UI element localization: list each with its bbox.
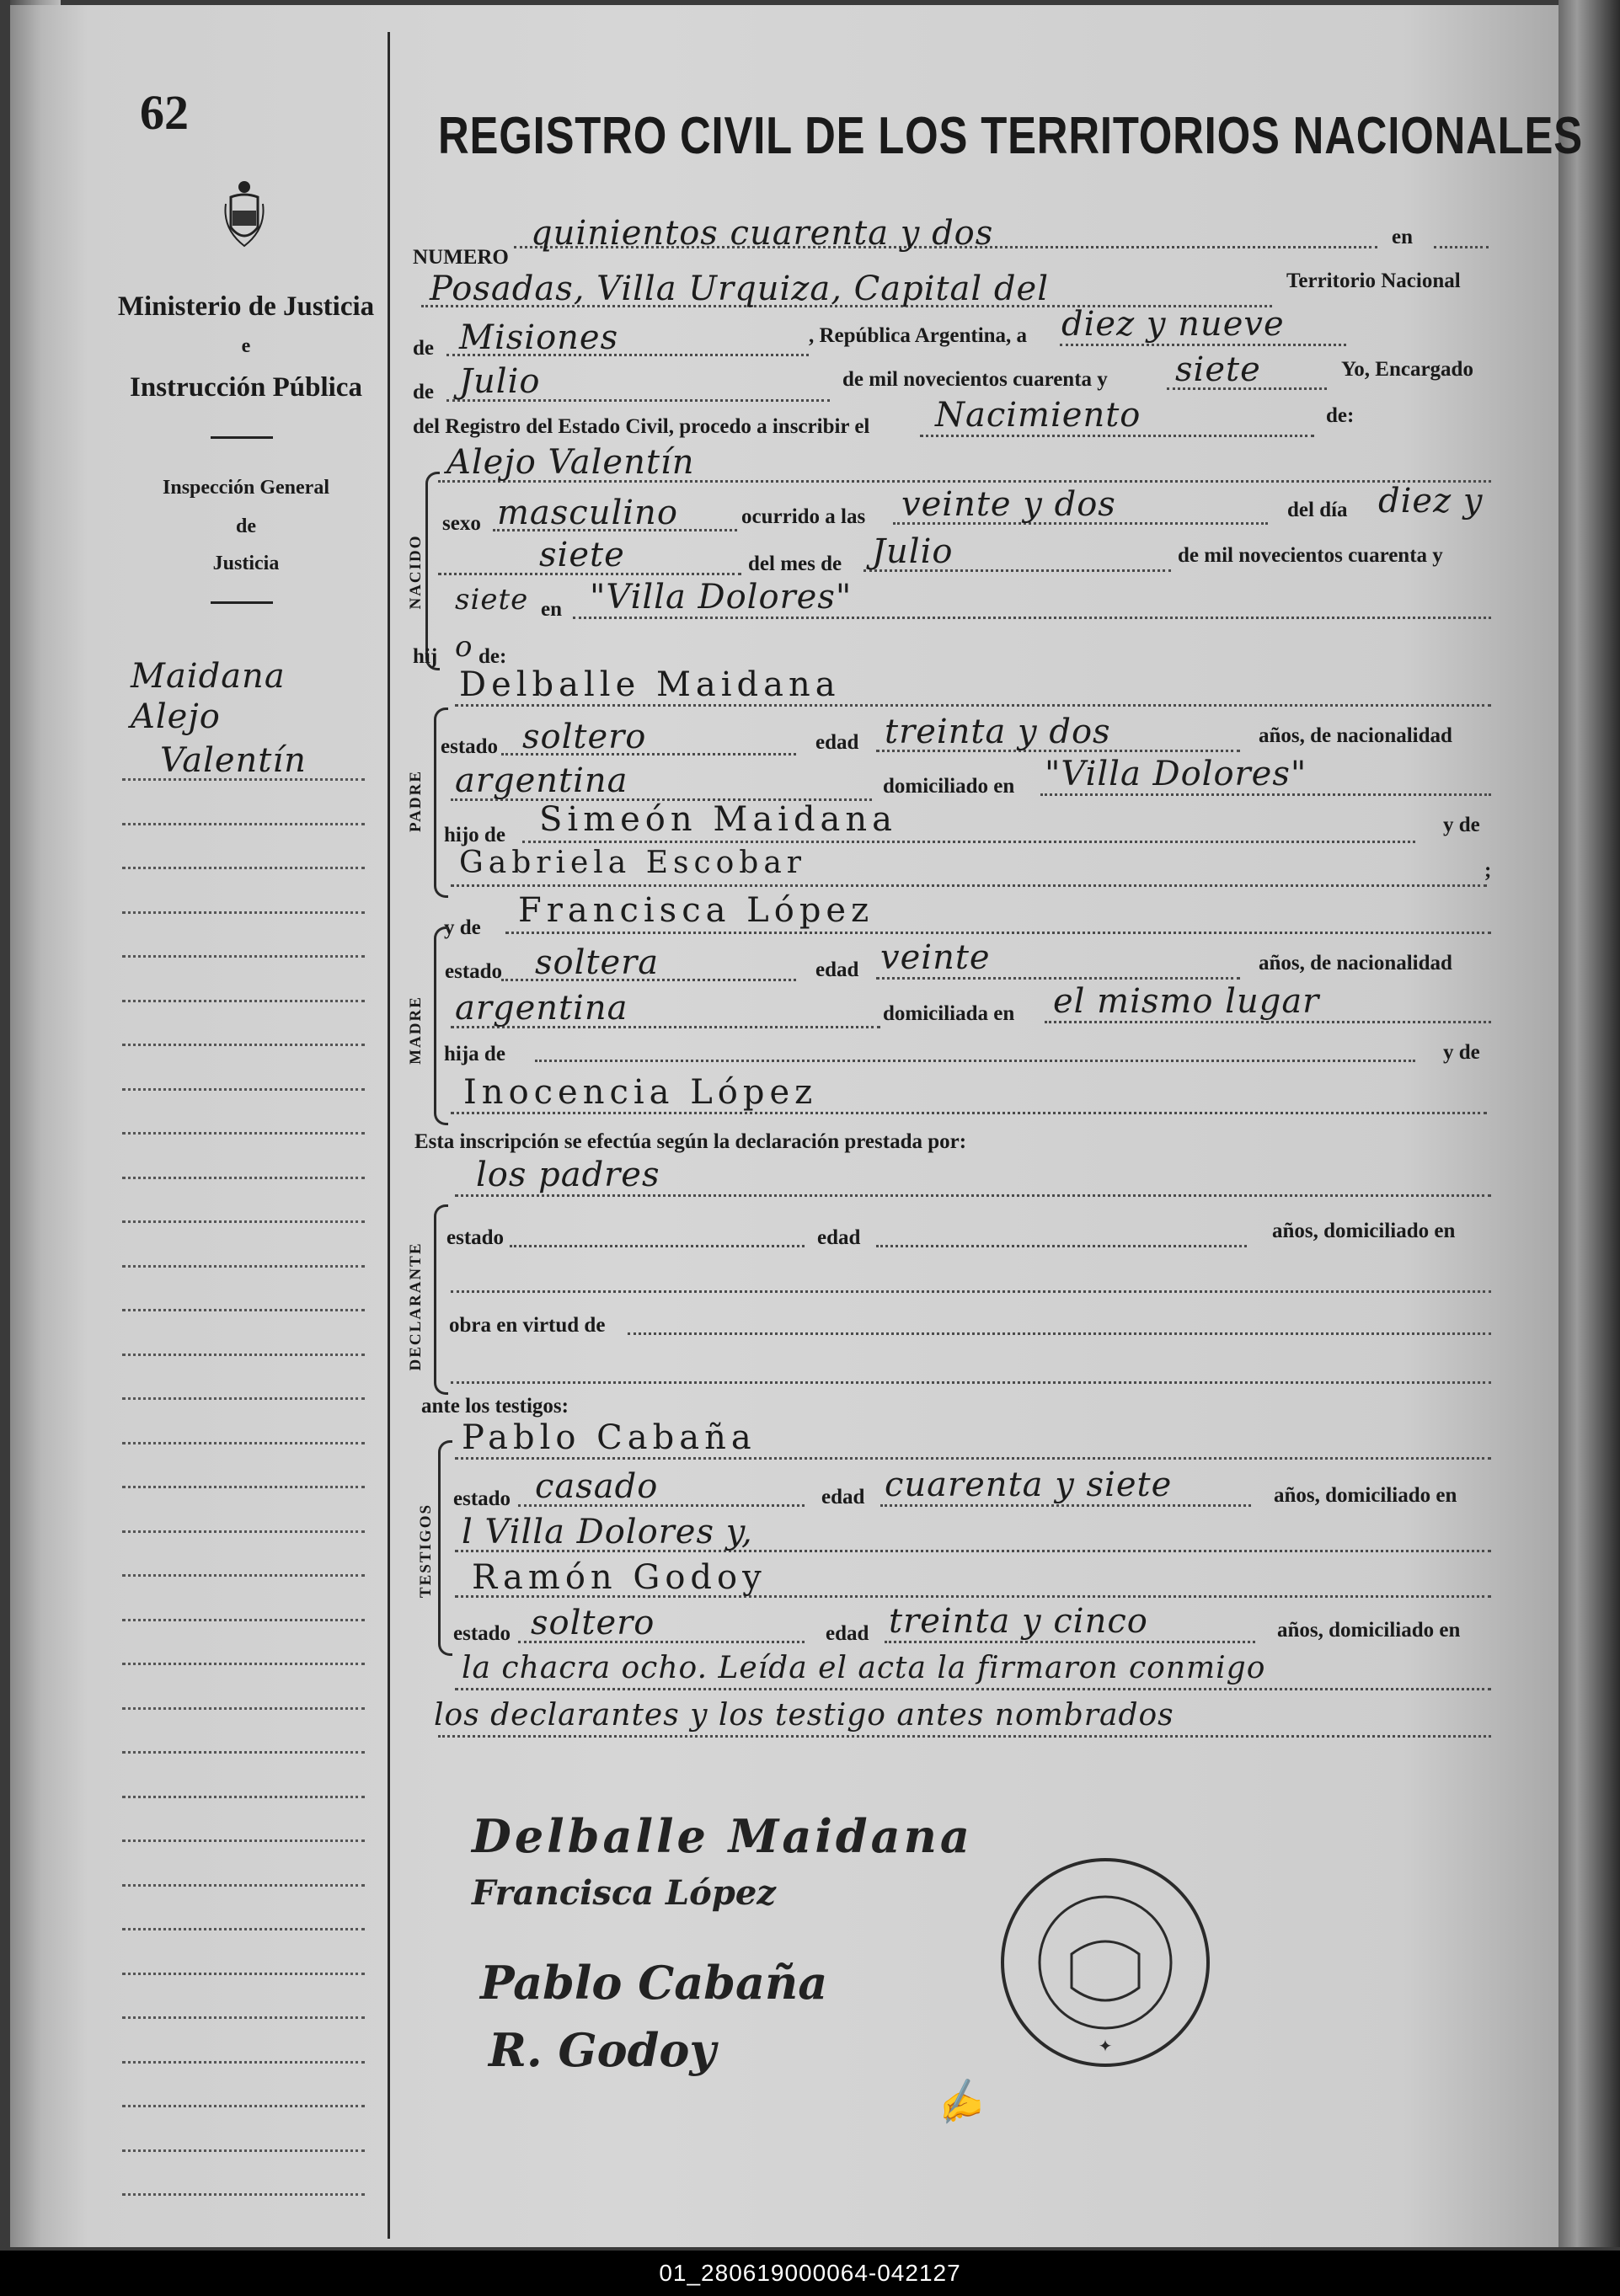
label-edad: edad xyxy=(815,731,859,754)
label-anos-nac-madre: años, de nacionalidad xyxy=(1259,952,1452,974)
margin-ruled-line xyxy=(122,911,365,914)
label-anos-dom-t2: años, domiciliado en xyxy=(1277,1619,1461,1642)
dotted-line xyxy=(505,932,1491,934)
hw-hora: veinte y dos xyxy=(901,485,1116,524)
label-domiciliada: domiciliada en xyxy=(883,1002,1015,1025)
hw-declarante: los padres xyxy=(476,1156,660,1194)
hw-hijo-o: o xyxy=(455,630,473,664)
margin-ruled-line xyxy=(122,1088,365,1091)
dotted-line xyxy=(535,1060,1415,1062)
hw-t1-dom: l Villa Dolores y, xyxy=(462,1513,753,1551)
label-domiciliado: domiciliado en xyxy=(883,775,1015,798)
margin-ruled-line xyxy=(122,1619,365,1621)
svg-text:✦: ✦ xyxy=(1098,2037,1113,2056)
dotted-line xyxy=(455,1457,1491,1460)
dotted-line xyxy=(451,884,1487,887)
dotted-line xyxy=(1040,793,1491,796)
brace xyxy=(438,1440,452,1656)
hw-t2-dom: la chacra ocho. Leída el acta la firmaron conmigo xyxy=(462,1651,1266,1685)
separator xyxy=(211,601,273,604)
separator xyxy=(211,436,273,439)
hw-acto: Nacimiento xyxy=(935,396,1141,435)
side-label-declarante: DECLARANTE xyxy=(407,1241,425,1371)
margin-ruled-line xyxy=(122,1486,365,1488)
margin-ruled-line xyxy=(122,955,365,958)
side-label-padre: PADRE xyxy=(407,769,425,833)
hw-territorio: Misiones xyxy=(459,318,619,357)
signature-witness2: R. Godoy xyxy=(489,2023,716,2077)
label-republica: , República Argentina, a xyxy=(809,324,1028,347)
margin-ruled-line xyxy=(122,1884,365,1887)
label-y-de: y de xyxy=(1443,814,1480,836)
margin-ruled-line xyxy=(122,1132,365,1135)
side-label-testigos: TESTIGOS xyxy=(417,1503,435,1599)
dotted-line xyxy=(451,1290,1491,1293)
ministry-line3: Instrucción Pública xyxy=(130,372,362,403)
margin-ruled-line xyxy=(122,1000,365,1002)
hw-madre-dom: el mismo lugar xyxy=(1053,982,1320,1021)
label-yo: Yo, Encargado xyxy=(1341,358,1473,381)
margin-ruled-line xyxy=(122,2061,365,2064)
label-mil2: de mil novecientos cuarenta y xyxy=(1178,544,1443,567)
label-anos-dom: años, domiciliado en xyxy=(1272,1220,1456,1242)
label-estado-t2: estado xyxy=(453,1622,511,1645)
hw-mes-nac: Julio xyxy=(872,532,954,571)
hw-lugar: Posadas, Villa Urquiza, Capital del xyxy=(430,270,1049,308)
dotted-line xyxy=(451,1112,1487,1114)
hw-anio: siete xyxy=(1175,350,1261,389)
hw-madre: Francisca López xyxy=(518,891,874,930)
hw-padre: Delballe Maidana xyxy=(459,665,841,704)
label-edad-madre: edad xyxy=(815,958,859,981)
label-hijo-de2: hijo de xyxy=(444,824,505,846)
label-estado-madre: estado xyxy=(445,960,503,983)
hw-abuelo: Simeón Maidana xyxy=(539,800,898,839)
dotted-line xyxy=(451,1381,1491,1384)
signature-father: Delballe Maidana xyxy=(472,1809,973,1863)
hw-t1-edad: cuarenta y siete xyxy=(885,1466,1173,1504)
brace xyxy=(425,472,440,670)
label-edad-decl: edad xyxy=(817,1226,861,1249)
margin-ruled-line xyxy=(122,1309,365,1311)
dotted-line xyxy=(876,1245,1247,1247)
label-en-lugar: en xyxy=(541,598,562,621)
margin-ruled-line xyxy=(122,1177,365,1179)
dotted-line xyxy=(920,435,1314,437)
inspection-line2: de xyxy=(236,515,256,537)
label-de-colon: de: xyxy=(1326,404,1355,427)
hw-numero: quinientos cuarenta y dos xyxy=(531,214,994,253)
dotted-line xyxy=(1060,344,1346,346)
column-divider xyxy=(388,32,390,2239)
label-de: de xyxy=(413,381,434,403)
hw-padre-estado: soltero xyxy=(522,718,647,756)
margin-ruled-line xyxy=(122,778,365,781)
signature-witness1: Pablo Cabaña xyxy=(480,1956,828,2010)
brace xyxy=(434,926,448,1125)
hw-mes: Julio xyxy=(459,362,541,401)
hw-madre-edad: veinte xyxy=(880,938,991,977)
dotted-line xyxy=(510,1245,805,1247)
label-en: en xyxy=(1392,226,1413,248)
margin-ruled-line xyxy=(122,1973,365,1975)
dotted-line xyxy=(573,617,1491,619)
label-obra: obra en virtud de xyxy=(449,1314,606,1337)
inspection-line3: Justicia xyxy=(212,553,280,574)
dotted-line xyxy=(455,1688,1491,1690)
label-numero: NUMERO xyxy=(413,246,509,269)
label-estado-t1: estado xyxy=(453,1487,511,1510)
signature-official: ✍ xyxy=(929,2074,987,2131)
hw-nombre: Alejo Valentín xyxy=(446,443,695,482)
hw-t1-estado: casado xyxy=(535,1467,659,1506)
label-ocurrido: ocurrido a las xyxy=(741,505,866,528)
margin-ruled-line xyxy=(122,1530,365,1533)
label-estado: estado xyxy=(441,735,499,758)
dotted-line xyxy=(522,841,1415,843)
hw-abuela: Gabriela Escobar xyxy=(459,846,807,880)
margin-ruled-line xyxy=(122,1928,365,1930)
label-y-de2: y de xyxy=(1443,1041,1480,1064)
margin-ruled-line xyxy=(122,1796,365,1798)
coat-of-arms-icon xyxy=(221,179,268,249)
margin-ruled-line xyxy=(122,1220,365,1223)
page-title: REGISTRO CIVIL DE LOS TERRITORIOS NACIONALES xyxy=(438,107,1583,165)
margin-ruled-line xyxy=(122,867,365,869)
dotted-line xyxy=(1434,246,1489,248)
hw-madre-nac: argentina xyxy=(455,989,628,1028)
ministry-line1: Ministerio de Justicia xyxy=(117,291,375,322)
margin-ruled-line xyxy=(122,1397,365,1400)
margin-ruled-line xyxy=(122,1707,365,1710)
hw-padre-dom: "Villa Dolores" xyxy=(1045,755,1307,793)
margin-ruled-line xyxy=(122,1574,365,1577)
margin-ruled-line xyxy=(122,1663,365,1665)
label-ante-testigos: ante los testigos: xyxy=(421,1395,569,1418)
dotted-line xyxy=(455,704,1491,707)
hw-lugar-nac: "Villa Dolores" xyxy=(590,578,853,617)
margin-ruled-line xyxy=(122,1839,365,1842)
page-number: 62 xyxy=(140,85,189,140)
dotted-line xyxy=(628,1332,1491,1335)
hw-fecha-dia: diez y nueve xyxy=(1061,305,1285,344)
label-estado-decl: estado xyxy=(446,1226,505,1249)
label-hijo: hij xyxy=(413,645,438,668)
label-edad-t2: edad xyxy=(826,1622,869,1645)
label-semicolon: ; xyxy=(1484,859,1492,882)
side-label-madre: MADRE xyxy=(407,996,425,1065)
margin-ruled-line xyxy=(122,2193,365,2196)
hw-t2-estado: soltero xyxy=(531,1604,655,1642)
hw-dia-a: diez y xyxy=(1378,482,1484,521)
label-del-mes: del mes de xyxy=(748,553,842,575)
margin-ruled-line xyxy=(122,1751,365,1754)
dotted-line xyxy=(885,1641,1255,1643)
label-inscripcion: Esta inscripción se efectúa según la declaración prestada por: xyxy=(414,1130,967,1153)
hw-t2-edad: treinta y cinco xyxy=(889,1602,1148,1641)
margin-ruled-line xyxy=(122,1265,365,1268)
hw-cierre: los declarantes y los testigo antes nombrados xyxy=(434,1698,1174,1733)
footer-id: 01_280619000064-042127 xyxy=(0,2251,1620,2296)
margin-ruled-line xyxy=(122,1354,365,1356)
label-anos-nac: años, de nacionalidad xyxy=(1259,724,1452,747)
hw-abuela-mat: Inocencia López xyxy=(463,1073,818,1112)
label-edad-t1: edad xyxy=(821,1486,865,1508)
page-edge xyxy=(1559,0,1620,2247)
hw-dia-b: siete xyxy=(539,536,625,574)
margin-ruled-line xyxy=(122,823,365,825)
hw-testigo2: Ramón Godoy xyxy=(472,1558,767,1597)
hw-sexo: masculino xyxy=(497,494,678,532)
label-del-registro: del Registro del Estado Civil, procedo a inscribir el xyxy=(413,415,870,438)
label-territorio: Territorio Nacional xyxy=(1286,270,1461,292)
signature-mother: Francisca López xyxy=(472,1873,776,1913)
margin-ruled-line xyxy=(122,2149,365,2152)
margin-ruled-line xyxy=(122,1442,365,1444)
margin-surname: Maidana xyxy=(131,657,286,696)
side-label-nacido: NACIDO xyxy=(407,534,425,610)
margin-name1: Alejo xyxy=(131,697,221,736)
margin-ruled-line xyxy=(122,2105,365,2107)
label-mil: de mil novecientos cuarenta y xyxy=(842,368,1108,391)
dotted-line xyxy=(880,1504,1251,1507)
label-anos-dom-t1: años, domiciliado en xyxy=(1274,1484,1457,1507)
hw-padre-edad: treinta y dos xyxy=(885,713,1111,751)
label-hijo-de: de: xyxy=(479,645,507,668)
hw-padre-nac: argentina xyxy=(455,761,628,800)
hw-madre-estado: soltera xyxy=(535,943,660,982)
margin-name2: Valentín xyxy=(160,741,307,780)
label-y-de-madre: y de xyxy=(444,916,481,939)
dotted-line xyxy=(455,1194,1491,1197)
hw-testigo1: Pablo Cabaña xyxy=(462,1418,757,1457)
ministry-line2: e xyxy=(241,335,251,357)
official-seal xyxy=(996,1853,1215,2072)
margin-ruled-line xyxy=(122,1044,365,1046)
dotted-line xyxy=(438,1735,1491,1738)
inspection-line1: Inspección General xyxy=(163,477,329,499)
label-sexo: sexo xyxy=(442,512,481,535)
margin-ruled-line xyxy=(122,2016,365,2019)
dotted-line xyxy=(876,977,1240,980)
dotted-line xyxy=(1045,1021,1491,1023)
label-hija-de: hija de xyxy=(444,1043,505,1065)
hw-anio-nac: siete xyxy=(455,583,529,617)
label-del-dia: del día xyxy=(1287,499,1348,521)
label-de: de xyxy=(413,337,434,360)
